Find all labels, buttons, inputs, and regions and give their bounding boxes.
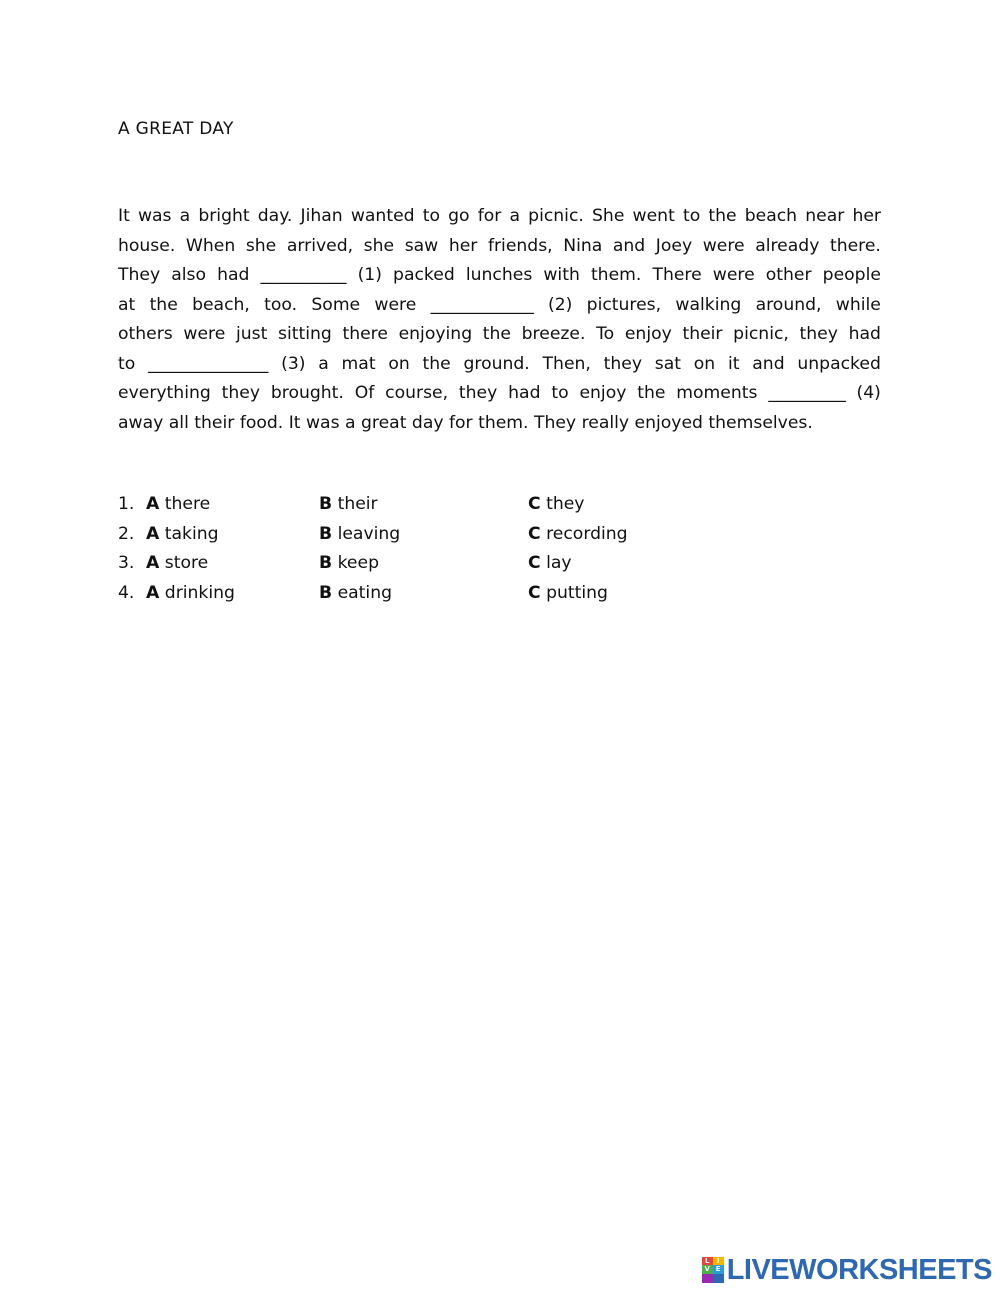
option-letter: B — [319, 553, 333, 573]
logo-square: V — [702, 1265, 713, 1274]
option-row — [118, 553, 818, 583]
page-title: A GREAT DAY — [118, 119, 234, 139]
option-letter: C — [528, 582, 541, 603]
option-a[interactable] — [146, 583, 235, 603]
option-c[interactable] — [528, 553, 572, 573]
option-text: leaving — [337, 523, 401, 544]
option-letter: A — [146, 523, 160, 544]
answer-options — [118, 494, 818, 612]
option-text: drinking — [164, 582, 235, 603]
option-c[interactable] — [528, 524, 628, 544]
option-text: their — [337, 494, 378, 514]
option-b[interactable] — [319, 494, 378, 514]
passage-line: They also had __________ (1) packed lunches with them. There were other people — [118, 265, 881, 285]
option-letter: C — [528, 494, 541, 514]
option-a[interactable] — [146, 494, 210, 514]
logo-square: I — [713, 1257, 724, 1265]
option-text: eating — [337, 582, 393, 603]
option-text: taking — [164, 523, 219, 544]
option-letter: B — [319, 523, 333, 544]
question-number: 4. — [118, 582, 135, 603]
passage-line: at the beach, too. Some were ____________ (2) pictures, walking around, while — [118, 294, 881, 315]
passage-line: It was a bright day. Jihan wanted to go for a picnic. She went to the beach near her — [118, 206, 881, 226]
passage — [118, 202, 881, 438]
option-letter: C — [528, 553, 541, 573]
option-letter: B — [319, 582, 333, 603]
passage-line: others were just sitting there enjoying the breeze. To enjoy their picnic, they had — [118, 324, 881, 344]
option-c[interactable] — [528, 583, 608, 603]
option-text: keep — [337, 553, 379, 573]
option-text: store — [164, 553, 209, 573]
option-text: putting — [546, 582, 608, 603]
question-number: 1. — [118, 494, 135, 514]
passage-line: to ______________ (3) a mat on the ground. Then, they sat on it and unpacked — [118, 353, 881, 374]
question-number: 2. — [118, 523, 135, 544]
option-letter: C — [528, 523, 541, 544]
option-text: lay — [546, 553, 572, 573]
option-text: they — [546, 494, 585, 514]
logo-square: L — [702, 1257, 713, 1265]
option-a[interactable] — [146, 553, 208, 573]
logo-square — [702, 1274, 713, 1283]
option-b[interactable] — [319, 553, 379, 573]
option-letter: A — [146, 553, 160, 573]
question-number: 3. — [118, 553, 135, 573]
logo-square: E — [713, 1265, 724, 1274]
option-row — [118, 524, 818, 554]
option-letter: A — [146, 494, 160, 514]
logo-square — [713, 1274, 724, 1283]
passage-line: away all their food. It was a great day for them. They really enjoyed themselves. — [118, 412, 813, 433]
option-b[interactable] — [319, 524, 400, 544]
passage-line: everything they brought. Of course, they had to enjoy the moments _________ (4) — [118, 383, 881, 403]
option-letter: B — [319, 494, 333, 514]
option-text: there — [164, 494, 211, 514]
brand-name: LIVEWORKSHEETS — [726, 1253, 992, 1286]
liveworksheets-logo-icon — [702, 1257, 724, 1283]
option-text: recording — [546, 523, 628, 544]
option-c[interactable] — [528, 494, 584, 514]
passage-line: house. When she arrived, she saw her friends, Nina and Joey were already there. — [118, 235, 881, 256]
option-row — [118, 494, 818, 524]
brand-footer[interactable] — [702, 1255, 992, 1285]
option-a[interactable] — [146, 524, 219, 544]
option-row — [118, 583, 818, 613]
option-b[interactable] — [319, 583, 392, 603]
option-letter: A — [146, 582, 160, 603]
